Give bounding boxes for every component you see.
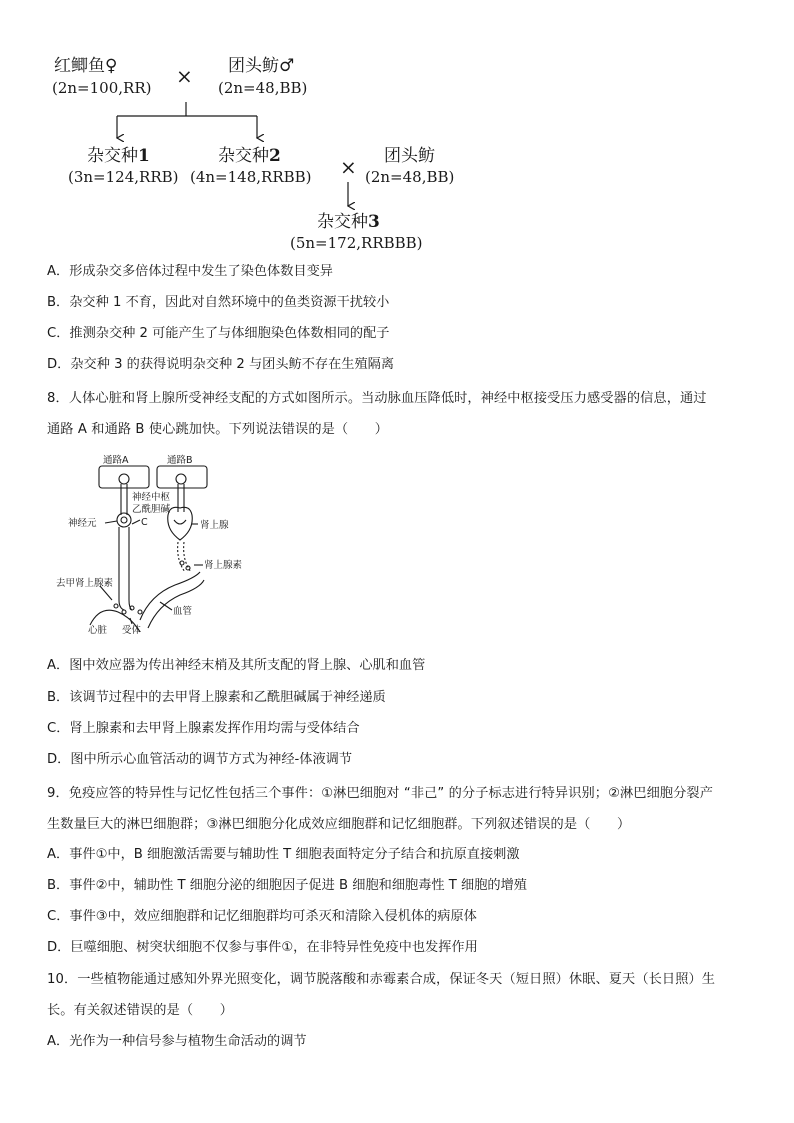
label-center: 神经中枢 [132,492,171,503]
hybrid2-name: 杂交种2 [218,146,281,166]
label-norepinephrine: 去甲肾上腺素 [56,578,114,589]
label-heart: 心脏 [88,625,108,636]
pathway-b-box [157,466,207,488]
hybrid3-name: 杂交种3 [317,212,380,232]
hybrid3-karyotype: (5n=172,RRBBB) [290,234,423,252]
q9-option-a: A．事件①中，B 细胞激活需要与辅助性 T 细胞表面特定分子结合和抗原直接刺激 [47,847,520,862]
q8-option-d: D．图中所示心血管活动的调节方式为神经-体液调节 [47,752,353,767]
parent3-name: 团头鲂 [384,146,435,166]
q7-option-b: B．杂交种 1 不育，因此对自然环境中的鱼类资源干扰较小 [47,295,390,310]
label-epinephrine: 肾上腺素 [204,560,243,571]
hybrid1-karyotype: (3n=124,RRB) [68,168,179,186]
q10-option-a: A．光作为一种信号参与植物生命活动的调节 [47,1034,307,1049]
q9-stem-line1: 9．免疫应答的特异性与记忆性包括三个事件：①淋巴细胞对 “非己” 的分子标志进行特异识别；②淋巴细胞分裂产 [47,786,714,801]
q8-stem-line2: 通路 A 和通路 B 使心跳加快。下列说法错误的是（ ） [47,422,389,437]
q9-option-d: D．巨噬细胞、树突状细胞不仅参与事件①，在非特异性免疫中也发挥作用 [47,940,478,955]
parent2-name: 团头鲂♂ [228,56,295,76]
label-neuron: 神经元 [68,518,97,529]
parent3-karyotype: (2n=48,BB) [365,168,455,186]
parent1-karyotype: (2n=100,RR) [52,79,152,97]
q9-option-c: C．事件③中，效应细胞群和记忆细胞群均可杀灭和清除入侵机体的病原体 [47,909,477,924]
label-pathway-b: 通路B [167,455,193,466]
q9-stem-line2: 生数量巨大的淋巴细胞群；③淋巴细胞分化成效应细胞群和记忆细胞群。下列叙述错误的是（ ） [47,817,631,832]
label-adrenal: 肾上腺 [200,520,229,531]
q7-option-a: A．形成杂交多倍体过程中发生了染色体数目变异 [47,264,333,279]
label-receptor: 受体 [122,625,142,636]
label-c: C [141,517,148,528]
neuron-junction [117,513,131,527]
parent2-karyotype: (2n=48,BB) [218,79,308,97]
q7-option-d: D．杂交种 3 的获得说明杂交种 2 与团头鲂不存在生殖隔离 [47,357,395,372]
cross-symbol-2: × [340,155,357,179]
q10-stem-line2: 长。有关叙述错误的是（ ） [47,1003,234,1018]
label-ach: 乙酰胆碱 [132,504,171,515]
pathway-b-soma [176,474,186,484]
q8-stem-line1: 8．人体心脏和肾上腺所受神经支配的方式如图所示。当动脉血压降低时，神经中枢接受压力感受器的信息，通过 [47,391,707,406]
pathway-a-soma [119,474,129,484]
parent1-name: 红鲫鱼♀ [54,56,118,76]
q8-option-b: B．该调节过程中的去甲肾上腺素和乙酰胆碱属于神经递质 [47,690,386,705]
cross-symbol-1: × [176,64,193,88]
q9-option-b: B．事件②中，辅助性 T 细胞分泌的细胞因子促进 B 细胞和细胞毒性 T 细胞的增殖 [47,878,527,893]
q8-option-a: A．图中效应器为传出神经末梢及其所支配的肾上腺、心肌和血管 [47,658,426,673]
hybrid1-name: 杂交种1 [87,146,150,166]
q7-option-c: C．推测杂交种 2 可能产生了与体细胞染色体数相同的配子 [47,326,390,341]
label-vessel: 血管 [173,606,193,617]
pathway-a-box [99,466,149,488]
q10-stem-line1: 10．一些植物能通过感知外界光照变化，调节脱落酸和赤霉素合成，保证冬天（短日照）休眠、夏天（长日照）生 [47,972,716,987]
label-pathway-a: 通路A [103,455,129,466]
q8-option-c: C．肾上腺素和去甲肾上腺素发挥作用均需与受体结合 [47,721,360,736]
hybrid2-karyotype: (4n=148,RRBB) [190,168,312,186]
